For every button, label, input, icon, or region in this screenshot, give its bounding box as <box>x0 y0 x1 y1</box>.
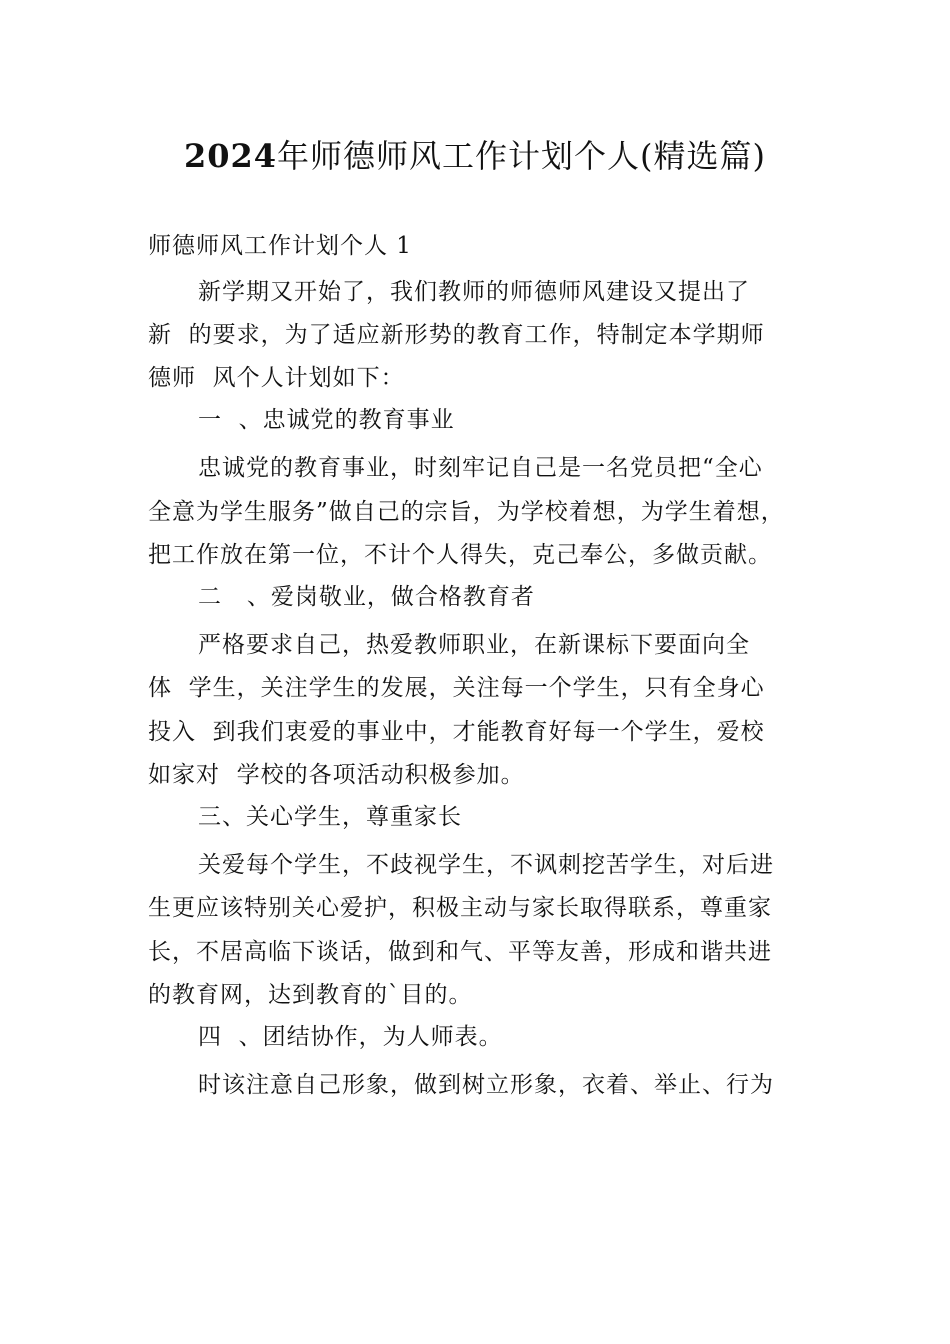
section-heading: 四 、团结协作，为人师表。 <box>198 1024 503 1050</box>
section-subtitle: 师德师风工作计划个人 1 <box>148 233 412 259</box>
section-heading: 三、关心学生，尊重家长 <box>198 804 462 830</box>
paragraph-line: 忠诚党的教育事业，时刻牢记自己是一名党员把“全心 <box>198 455 763 481</box>
paragraph-line: 德师 风个人计划如下： <box>148 365 405 391</box>
paragraph-line: 投入 到我们衷爱的事业中，才能教育好每一个学生，爱校 <box>148 719 765 745</box>
section-heading: 一 、忠诚党的教育事业 <box>198 407 455 433</box>
paragraph-line: 生更应该特别关心爱护，积极主动与家长取得联系，尊重家 <box>148 895 772 921</box>
title-text: 年师德师风工作计划个人(精选篇) <box>277 137 767 175</box>
paragraph-line: 关爱每个学生，不歧视学生，不讽刺挖苦学生，对后进 <box>198 852 774 878</box>
paragraph-line: 把工作放在第一位，不计个人得失，克己奉公，多做贡献。 <box>148 542 772 568</box>
paragraph-line: 新 的要求，为了适应新形势的教育工作，特制定本学期师 <box>148 322 765 348</box>
paragraph-line: 的教育网，达到教育的`目的。 <box>148 982 473 1008</box>
paragraph-line: 全意为学生服务”做自己的宗旨，为学校着想，为学生着想， <box>148 499 785 525</box>
title-year: 2024 <box>183 137 278 175</box>
paragraph-line: 新学期又开始了，我们教师的师德师风建设又提出了 <box>198 279 750 305</box>
paragraph-line: 体 学生，关注学生的发展，关注每一个学生，只有全身心 <box>148 675 765 701</box>
paragraph-line: 如家对 学校的各项活动积极参加。 <box>148 762 525 788</box>
document-title <box>0 132 950 180</box>
section-heading: 二 、爱岗敬业，做合格教育者 <box>198 584 535 610</box>
paragraph-line: 长，不居高临下谈话，做到和气、平等友善，形成和谐共进 <box>148 939 772 965</box>
paragraph-line: 严格要求自己，热爱教师职业，在新课标下要面向全 <box>198 632 750 658</box>
paragraph-line: 时该注意自己形象，做到树立形象，衣着、举止、行为 <box>198 1072 774 1098</box>
